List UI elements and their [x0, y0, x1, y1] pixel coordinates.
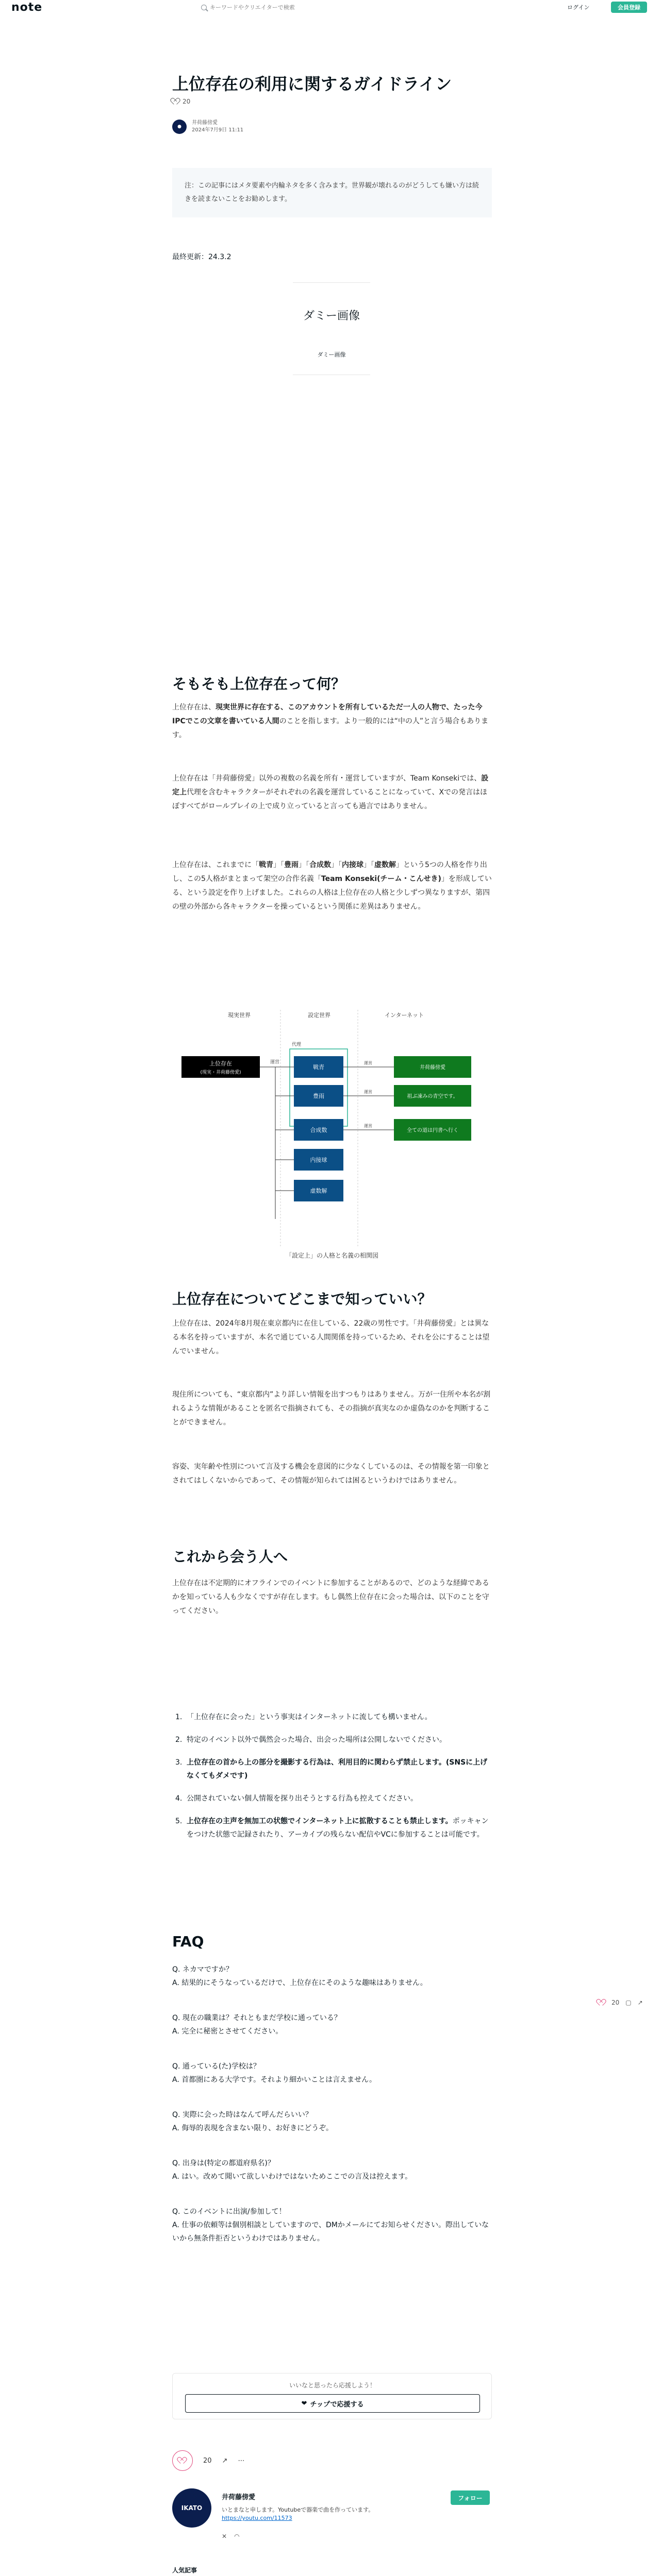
profile-name[interactable]: 井荷藤傍愛	[222, 2494, 256, 2501]
diagram-ext-operate: 運営	[364, 1061, 372, 1065]
side-comment-icon[interactable]: ▢	[625, 1999, 632, 2006]
rule-item: 5. 上位存在の主声を無加工の状態でインターネット上に拡散することも禁止します。ポッキャンをつけた状態で記録されたり、アーカイブの残らない配信やVCに参加することは可能です。	[175, 1817, 489, 1839]
diagram-ext-label: 全ての道は円書へ行く	[407, 1128, 458, 1133]
popular-articles	[172, 2566, 492, 2576]
diagram-upper-label: 上位存在	[209, 1060, 232, 1067]
faq-item	[172, 2108, 492, 2135]
diagram-node-label: 合成数	[310, 1127, 327, 1133]
heart-icon	[172, 98, 179, 105]
faq-item	[172, 2205, 492, 2245]
author-avatar[interactable]: ●	[172, 120, 187, 134]
diagram-upper-sub: (現実・井荷藤傍愛)	[200, 1070, 241, 1075]
diagram-ext-label: 井荷藤傍愛	[420, 1065, 445, 1071]
faq-question: Q. 通っている(た)学校は？	[172, 2062, 260, 2071]
faq-list	[172, 1963, 492, 2267]
diagram-ext-operate: 運営	[364, 1124, 372, 1128]
diagram-node-label: 戦青	[313, 1064, 324, 1071]
note-logo[interactable]: note	[11, 1, 43, 14]
section2-paragraph-3: 容姿、実年齢や性別について言及する機会を意図的に少なくしているのは、その情報を第一印象とされてはしくないからであって、その情報が知られては困るというわけではありません。	[172, 1463, 490, 1485]
diagram-node-label: 内接球	[310, 1157, 327, 1163]
login-link[interactable]: ログイン	[567, 4, 590, 11]
rule-item: 1. 「上位存在に会った」という事実はインターネットに流しても構いません。	[175, 1713, 432, 1721]
faq-answer: A. 侮辱的表現を含まない限り、お好きにどうぞ。	[172, 2124, 333, 2132]
tip-heart-icon: ❤	[301, 2399, 307, 2408]
like-counter-top[interactable]	[172, 98, 190, 105]
like-count: 20	[183, 98, 191, 105]
faq-answer: A. はい。改めて聞いて欲しいわけではないためここでの言及は控えます。	[172, 2173, 412, 2181]
diagram-node-label: 虚数解	[310, 1188, 327, 1194]
dummy-image-title: ダミー画像	[303, 310, 360, 323]
rss-icon[interactable]: ◠	[234, 2533, 240, 2540]
dummy-image-sub: ダミー画像	[317, 351, 346, 358]
tip-button[interactable]: ❤ チップで応援する	[185, 2394, 480, 2413]
diagram-ext-operate: 運営	[364, 1090, 372, 1094]
like-heart-icon	[179, 2458, 186, 2464]
faq-answer: A. 完全に秘密とさせてください。	[172, 2027, 283, 2036]
support-box	[172, 2373, 492, 2419]
profile-bio: いとまなと申します。Youtubeで器楽で曲を作っています。 https://youtu.com/11573	[222, 2506, 438, 2522]
profile-avatar[interactable]: IKATO	[172, 2488, 211, 2528]
section2-paragraph-2: 現住所についても、“東京都内”より詳しい情報を出すつもりはありません。万が一住所や本名が割れるような情報があることを匿名で指摘されても、その指摘が真実なのか虚偽なのかを判断することができません。	[172, 1391, 491, 1427]
profile-link[interactable]: https://youtu.com/11573	[222, 2515, 292, 2521]
diagram-col-setting: 設定世界	[308, 1012, 330, 1019]
top-header	[0, 0, 662, 14]
notice-box: 注：この記事にはメタ要素や内輪ネタを多く含みます。世界観が壊れるのがどうしても嫌い方は続きを読まないことをお勧めします。	[172, 168, 492, 217]
section1-paragraph-2: 上位存在は「井荷藤傍愛」以外の複数の名義を所有・運営していますが、Team Konsekiでは、設定上代理を含むキャラクターがそれぞれの名義を運営していることになっていて、Xでの発言はほぼすべてがロールプレイの上で成り立っていると言っても過言ではありません。	[172, 774, 489, 810]
article-title: 上位存在の利用に関するガイドライン	[172, 74, 452, 94]
diagram-top-label: 代理	[292, 1042, 302, 1047]
faq-question: Q. 出身は(特定の都道府県名)？	[172, 2159, 275, 2167]
article-actions	[172, 2450, 244, 2471]
section3-paragraph-1: 上位存在は不定期的にオフラインでのイベントに参加することがあるので、どのような経緯であるかを知っている人も少なくですが存在します。もし偶然上位存在に会った場合は、以下のことを守ってください。	[172, 1579, 489, 1615]
faq-question: Q. このイベントに出演/参加して！	[172, 2208, 286, 2216]
faq-answer: A. 仕事の依頼等は個別相談としていますので、DMかメールにてお知らせください。際出していないから無条件拒否というわけではありません。	[172, 2221, 489, 2243]
faq-item	[172, 2011, 492, 2038]
search-input[interactable]	[210, 4, 354, 11]
faq-heading: FAQ	[172, 1933, 204, 1950]
publish-date: 2024年7月9日 11:11	[192, 127, 244, 133]
search-icon	[201, 5, 207, 10]
side-like-count: 20	[611, 1999, 620, 2006]
diagram-node-label: 豊雨	[313, 1093, 324, 1099]
rule-item: 2. 特定のイベント以外で偶然会った場合、出会った場所は公開しないでください。	[175, 1736, 446, 1744]
faq-item	[172, 1963, 492, 1990]
diagram-operate-label: 運営	[270, 1060, 280, 1065]
follow-button[interactable]: フォロー	[451, 2490, 490, 2505]
profile-social	[222, 2533, 240, 2540]
section-heading-what: そもそも上位存在って何？	[172, 675, 346, 692]
side-share-icon[interactable]: ↗	[637, 1999, 643, 2006]
x-icon[interactable]: ✕	[222, 2533, 227, 2540]
last-updated: 最終更新：24.3.2	[172, 253, 231, 261]
faq-question: Q. ネカマですか？	[172, 1965, 233, 1974]
more-icon[interactable]: ⋯	[238, 2456, 245, 2465]
rules-list	[172, 1710, 492, 1851]
popular-heading: 人気記事	[172, 2567, 197, 2574]
side-actions	[598, 1999, 643, 2006]
side-heart-icon[interactable]	[598, 1999, 605, 2006]
dummy-image	[283, 282, 380, 375]
section1-paragraph-1: 上位存在は、現実世界に存在する、このアカウントを所有しているただ一人の人物で、たった今IPCでこの文章を書いている人間のことを指します。より一般的には“中の人”と言う場合もあります。	[172, 703, 489, 739]
diagram-col-real: 現実世界	[228, 1012, 251, 1019]
share-icon[interactable]: ↗	[222, 2456, 228, 2465]
section1-paragraph-3: 上位存在は、これまでに「戦青」「豊雨」「合成数」「内接球」「虚数解」という5つの人格を作り出し、この5人格がまとまって架空の合作名義「Team Konseki(チーム・こんせき)」を形成している、という設定を作り上げました。これらの人格は上位存在の人格と少しずつ異なりますが、第四の壁の外部から各キャラクターを操っているという関係に差異はありません。	[172, 861, 492, 911]
author-name[interactable]: 井荷藤傍愛	[192, 120, 218, 126]
rule-item: 3. 上位存在の首から上の部分を撮影する行為は、利用目的に関わらず禁止します。(SNSに上げなくてもダメです)	[175, 1758, 488, 1780]
faq-question: Q. 現在の職業は？それともまだ学校に通っている？	[172, 2014, 341, 2022]
faq-answer: A. 首都圏にある大学です。それより細かいことは言えません。	[172, 2076, 376, 2084]
section-heading-meeting: これから会う人へ	[172, 1548, 288, 1565]
section-heading-knowledge: 上位存在についてどこまで知っていい？	[172, 1291, 432, 1308]
signup-button[interactable]: 会員登録	[611, 2, 647, 13]
faq-item	[172, 2157, 492, 2183]
bottom-like-count: 20	[203, 2456, 212, 2465]
support-question: いいなと思ったら応援しよう！	[289, 2382, 376, 2389]
faq-answer: A. 結果的にそうなっているだけで、上位存在にそのような趣味はありません。	[172, 1979, 427, 1987]
diagram-ext-label: 祖ぶ凍みの青空です。	[407, 1094, 458, 1099]
faq-item	[172, 2060, 492, 2087]
diagram-col-internet: インターネット	[384, 1012, 424, 1019]
like-button[interactable]	[172, 2450, 193, 2471]
author-profile	[172, 2488, 492, 2561]
author-row	[172, 120, 243, 134]
relationship-diagram	[172, 1005, 492, 1252]
faq-question: Q. 実際に会った時はなんて呼んだらいい？	[172, 2111, 312, 2119]
section2-paragraph-1: 上位存在は、2024年8月現在東京都内に在住している、22歳の男性です。「井荷藤傍愛」とは異なる本名を持っていますが、本名で通じている人間関係を持っているため、それを公にすることは望んでいません。	[172, 1319, 490, 1355]
diagram-caption: 「設定上」の人格と名義の相関図	[285, 1252, 378, 1259]
search-box[interactable]	[201, 2, 371, 12]
rule-item: 4. 公開されていない個人情報を探り出そうとする行為も控えてください。	[175, 1794, 418, 1803]
